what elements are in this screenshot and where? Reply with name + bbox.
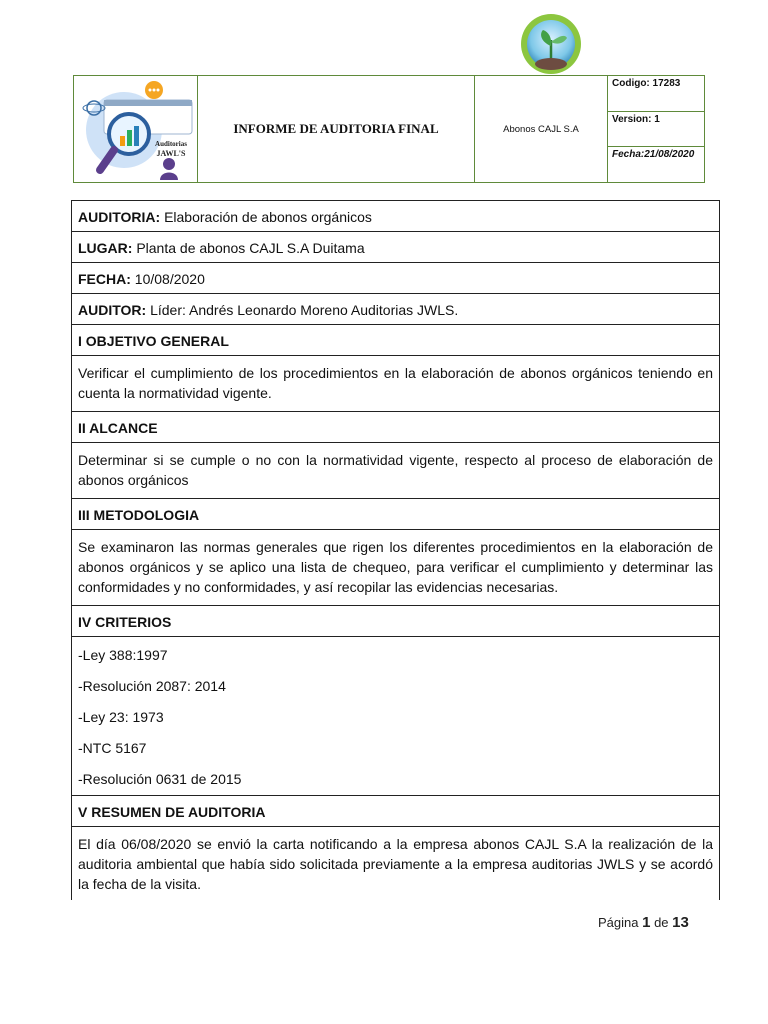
criterio-item: -NTC 5167: [78, 740, 147, 756]
objetivo-text-row: [72, 356, 720, 412]
auditoria-row: [72, 201, 720, 232]
resumen-heading-row: [72, 796, 720, 827]
section-heading: V RESUMEN DE AUDITORIA: [78, 804, 266, 820]
criterio-item: -Resolución 2087: 2014: [78, 678, 226, 694]
of-word: de: [654, 915, 669, 930]
fecha-cell: Fecha:21/08/2020: [612, 149, 695, 161]
codigo-cell: Codigo: 17283: [608, 76, 704, 112]
page-word: Página: [598, 915, 639, 930]
fecha-value: 10/08/2020: [130, 271, 205, 287]
report-title: INFORME DE AUDITORIA FINAL: [198, 76, 475, 182]
section-text: Determinar si se cumple o no con la normatividad vigente, respecto al proceso de elaboración de abonos orgánicos: [72, 443, 720, 499]
resumen-text-row: [72, 827, 720, 901]
section-text: Verificar el cumplimiento de los procedimientos en la elaboración de abonos orgánicos teniendo en cuenta la normatividad vigente.: [72, 356, 720, 412]
auditor-value: Líder: Andrés Leonardo Moreno Auditorias JWLS.: [146, 302, 459, 318]
page-number: [598, 914, 689, 931]
alcance-heading-row: [72, 412, 720, 443]
criterio-item: -Ley 23: 1973: [78, 709, 164, 725]
lugar-value: Planta de abonos CAJL S.A Duitama: [132, 240, 365, 256]
auditor-row: [72, 294, 720, 325]
alcance-text-row: [72, 443, 720, 499]
section-text: El día 06/08/2020 se envió la carta notificando a la empresa abonos CAJL S.A la realización de la auditoria ambiental que había sido solicitada previamente a la empresa auditorias JWLS y se acordó la fecha de la visita.: [78, 836, 713, 892]
auditorias-logo: [74, 76, 196, 182]
criterios-heading-row: [72, 606, 720, 637]
section-text: Se examinaron las normas generales que rigen los diferentes procedimientos en la elaboración de abonos orgánicos y se aplico una lista de chequeo, para verificar el cumplimiento y determinar las conformidades y no conformidades, y así recopilar las evidencias necesarias.: [72, 530, 720, 606]
lugar-label: LUGAR:: [78, 240, 133, 256]
criterios-list-row: [72, 637, 720, 796]
objetivo-heading-row: [72, 325, 720, 356]
plant-seal-logo: [513, 12, 589, 76]
total-pages: 13: [672, 914, 689, 931]
metodologia-heading-row: [72, 499, 720, 530]
criterio-item: -Resolución 0631 de 2015: [78, 771, 242, 787]
current-page: 1: [642, 914, 651, 931]
header-table: [73, 75, 705, 183]
metodologia-text-row: [72, 530, 720, 606]
section-heading: II ALCANCE: [78, 420, 158, 436]
section-heading: I OBJETIVO GENERAL: [78, 333, 229, 349]
header-meta: [608, 76, 704, 182]
audit-logo-cell: [74, 76, 198, 182]
fecha-label: FECHA:: [78, 271, 131, 287]
svg-text:JAWL'S: JAWL'S: [156, 149, 186, 158]
criterio-item: -Ley 388:1997: [78, 647, 168, 663]
section-heading: III METODOLOGIA: [78, 507, 200, 523]
auditoria-value: Elaboración de abonos orgánicos: [160, 209, 372, 225]
svg-text:Auditorias: Auditorias: [155, 140, 187, 148]
lugar-row: [72, 232, 720, 263]
section-heading: IV CRITERIOS: [78, 614, 172, 630]
audit-content-table: [71, 200, 720, 900]
version-cell: Version: 1: [608, 112, 704, 148]
fecha-row: [72, 263, 720, 294]
company-name: Abonos CAJL S.A: [475, 76, 608, 182]
auditor-label: AUDITOR:: [78, 302, 147, 318]
auditoria-label: AUDITORIA:: [78, 209, 161, 225]
